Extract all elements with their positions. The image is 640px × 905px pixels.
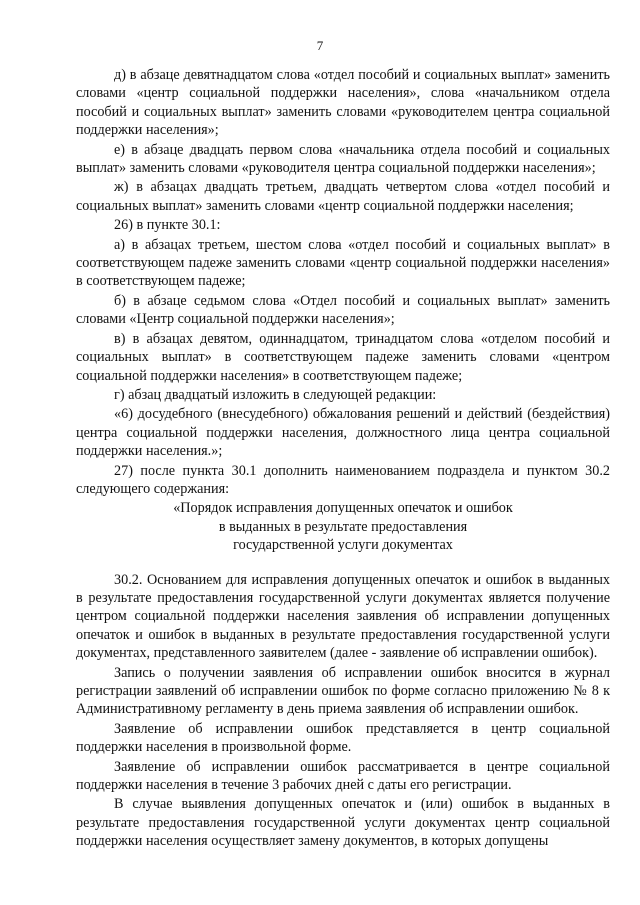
paragraph-item-26: 26) в пункте 30.1: — [114, 217, 221, 234]
paragraph-g: г) абзац двадцатый изложить в следующей редакции: — [114, 386, 437, 403]
paragraph-zh: ж) в абзацах двадцать третьем, двадцать четвертом слова «отдел пособий и социальных выплат» заменить словами «центр социальной поддержки населения; — [76, 179, 610, 214]
section-title-line-3: государственной услуги документах — [233, 537, 453, 554]
paragraph-e: е) в абзаце двадцать первом слова «начальника отдела пособий и социальных выплат» заменить словами «руководителя центра социальной поддержки населения»; — [76, 141, 610, 177]
paragraph-d: д) в абзаце девятнадцатом слова «отдел пособий и социальных выплат» заменить словами «центр социальной поддержки населения», слова «начальником отдела пособий и социальных выплат» заменить словами «руководителем центра социальной поддержки населения»; — [76, 67, 610, 139]
paragraph-replacement: В случае выявления допущенных опечаток и (или) ошибок в выданных в результате предоставления государственной услуги документах центр социальной поддержки населения осуществляет замену документов, в которых допущены — [76, 796, 610, 850]
section-title — [76, 499, 610, 554]
document-body — [76, 66, 610, 852]
paragraph-v: в) в абзацах девятом, одиннадцатом, тринадцатом слова «отделом пособий и социальных выплат» в соответствующем падеже заменить словами «центром социальной поддержки населения» в соответствующем падеже; — [76, 330, 610, 384]
paragraph-review-period: Заявление об исправлении ошибок рассматривается в центре социальной поддержки населения в течение 3 рабочих дней с даты его регистрации. — [76, 758, 610, 794]
paragraph-b: б) в абзаце седьмом слова «Отдел пособий и социальных выплат» заменить словами «Центр социальной поддержки населения»; — [76, 292, 610, 328]
paragraph-a: а) в абзацах третьем, шестом слова «отдел пособий и социальных выплат» в соответствующем падеже заменить словами «центр социальной поддержки населения» в соответствующем падеже; — [76, 236, 610, 290]
paragraph-quote-6: «6) досудебного (внесудебного) обжалования решений и действий (бездействия) центра социальной поддержки населения, должностного лица центра социальной поддержки населения.»; — [76, 406, 610, 460]
section-title-line-2: в выданных в результате предоставления — [218, 518, 468, 535]
paragraph-free-form: Заявление об исправлении ошибок представляется в центр социальной поддержки населения в произвольной форме. — [76, 720, 610, 756]
page-number: 7 — [316, 38, 324, 53]
paragraph-item-27: 27) после пункта 30.1 дополнить наименованием подраздела и пунктом 30.2 следующего содержания: — [76, 462, 610, 497]
section-title-line-1: «Порядок исправления допущенных опечаток и ошибок — [173, 500, 513, 517]
paragraph-30-2: 30.2. Основанием для исправления допущенных опечаток и ошибок в выданных в результате предоставления государственной услуги документах является получение центром социальной поддержки населения заявления об исправлении допущенных опечаток и ошибок в выданных в результате предоставления государственной услуги документах, представленного заявителем (далее - заявление об исправлении ошибок). — [76, 571, 610, 662]
paragraph-journal-record: Запись о получении заявления об исправлении ошибок вносится в журнал регистрации заявлений об исправлении ошибок по форме согласно приложению № 8 к Административному регламенту в день приема заявления об исправлении ошибок. — [76, 664, 610, 718]
